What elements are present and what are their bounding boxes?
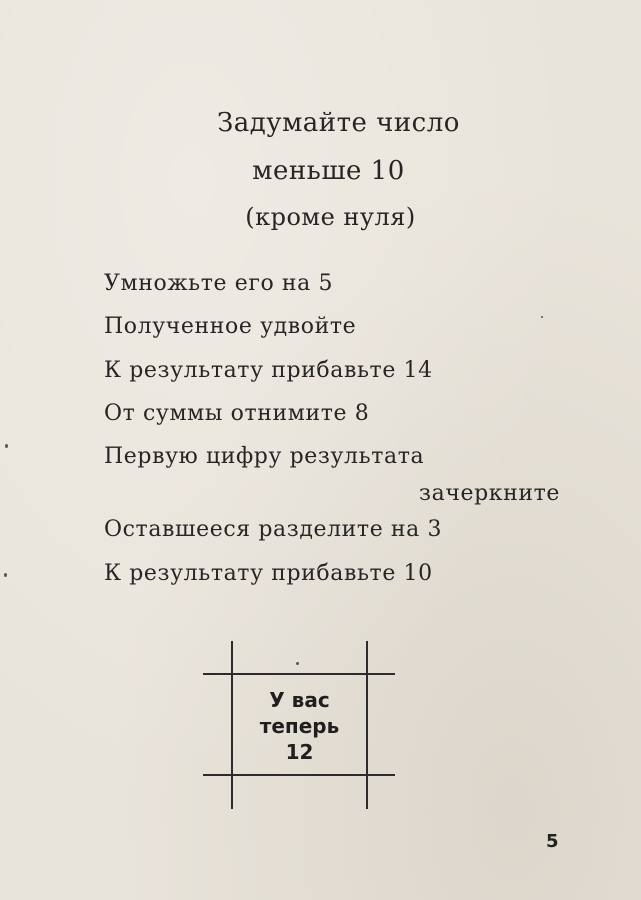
title-line-2: меньше 10 — [252, 156, 405, 186]
instruction-step: К результату прибавьте 14 — [104, 358, 433, 383]
instruction-step: К результату прибавьте 10 — [104, 561, 433, 586]
instruction-step-continuation: зачеркните — [419, 481, 561, 506]
answer-line-2: теперь — [259, 714, 340, 738]
answer-value: 12 — [285, 740, 314, 764]
frame-line-right — [366, 641, 368, 809]
page-number: 5 — [546, 831, 559, 852]
instruction-step: Оставшееся разделите на 3 — [104, 517, 443, 542]
paper-speck — [4, 573, 7, 577]
paper-speck — [5, 444, 8, 448]
instruction-step: Умножьте его на 5 — [104, 271, 334, 296]
paper-speck — [296, 662, 299, 665]
instruction-step: Полученное удвойте — [104, 314, 357, 339]
title-line-3: (кроме нуля) — [245, 203, 416, 231]
instruction-step: От суммы отнимите 8 — [104, 401, 370, 426]
instruction-step: Первую цифру результата — [104, 444, 425, 469]
paper-speck — [541, 316, 543, 318]
title-line-1: Задумайте число — [217, 108, 460, 138]
answer-line-1: У вас — [269, 688, 330, 712]
